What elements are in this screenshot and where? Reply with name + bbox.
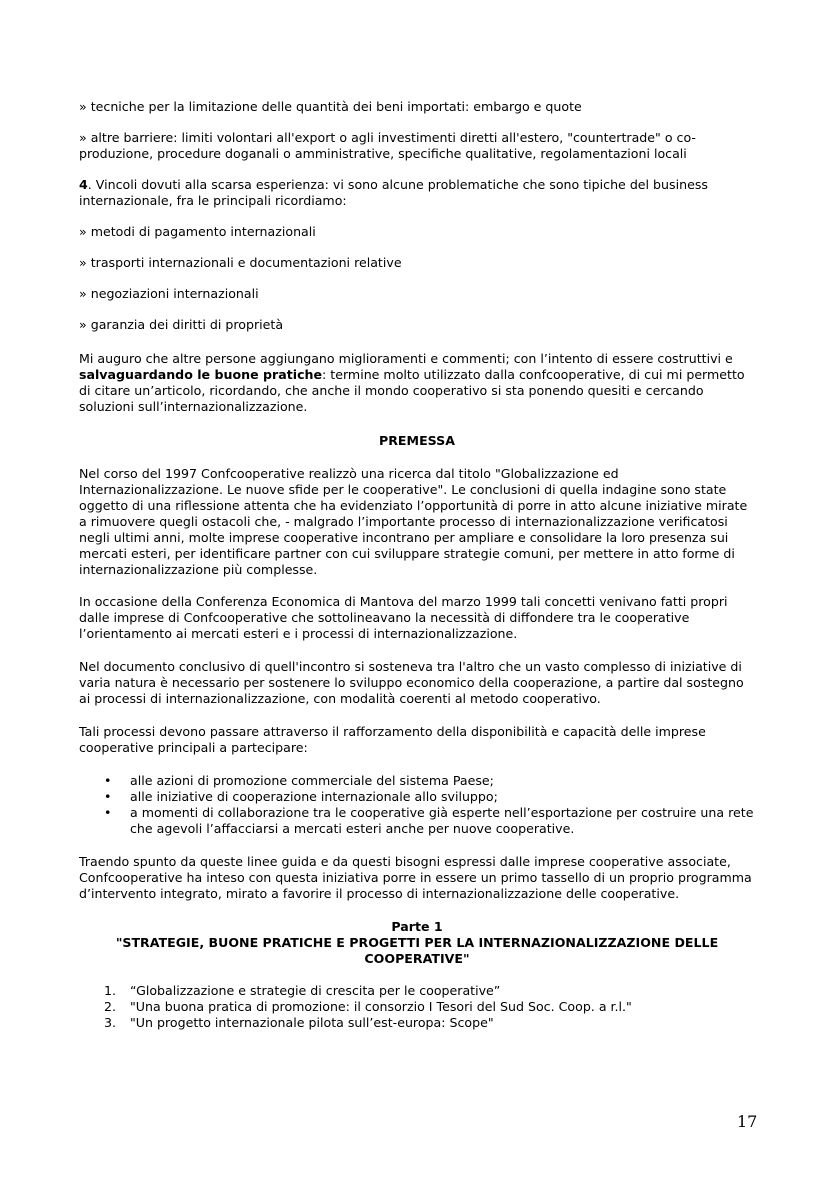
document-page [79, 99, 755, 1031]
list-item [79, 983, 755, 999]
part-label: Parte 1 [391, 919, 443, 934]
bullet-icon: • [104, 773, 112, 788]
part-title: "STRATEGIE, BUONE PRATICHE E PROGETTI PER LA INTERNAZIONALIZZAZIONE DELLE COOPERATIVE" [115, 935, 719, 966]
list-item [79, 805, 755, 837]
paragraph-processes: Tali processi devono passare attraverso il rafforzamento della disponibilità e capacità delle imprese cooperative principali a partecipare: [79, 724, 706, 755]
list-item [79, 773, 755, 789]
premessa-heading: PREMESSA [379, 433, 455, 448]
wish-text-bold: salvaguardando le buone pratiche [79, 367, 323, 382]
paragraph-other-barriers: » altre barriere: limiti volontari all'export o agli investimenti diretti all'estero, "countertrade" o co-produzione, procedure doganali o amministrative, specifiche qualitative, regolamentazioni locali [79, 130, 696, 161]
list-item [79, 999, 755, 1015]
list-item-text: alle azioni di promozione commerciale del sistema Paese; [130, 773, 494, 788]
list-item-text: a momenti di collaborazione tra le cooperative già esperte nell’esportazione per costruire una rete che agevoli l’affacciarsi a mercati esteri anche per nuove cooperative. [130, 805, 754, 836]
paragraph-guidelines: Traendo spunto da queste linee guida e da questi bisogni espressi dalle imprese cooperative associate, Confcooperative ha inteso con questa iniziativa porre in essere un primo tassello di un proprio programma d’intervento integrato, mirato a favorire il processo di internazionalizzazione delle cooperative. [79, 854, 752, 901]
item-negotiations: » negoziazioni internazionali [79, 286, 259, 301]
paragraph-experience-constraints [79, 177, 755, 209]
numbered-list [79, 983, 755, 1031]
list-item [79, 789, 755, 805]
paragraph-research-1997: Nel corso del 1997 Confcooperative realizzò una ricerca dal titolo "Globalizzazione ed Internazionalizzazione. Le nuove sfide per le cooperative". Le conclusioni di quella indagine sono state oggetto di una riflessione attenta che ha evidenziato l’opportunità di porre in atto alcune iniziative mirate a rimuovere quegli ostacoli che, - malgrado l’importante processo di internazionalizzazione verificatosi negli ultimi anni, molte imprese cooperative incontrano per ampliare e consolidare la loro presenza sui mercati esteri, per identificare partner con cui sviluppare strategie comuni, per mettere in atto forme di internazionalizzazione più complesse. [79, 466, 748, 577]
paragraph-author-wish [79, 351, 755, 415]
paragraph-final-document: Nel documento conclusivo di quell'incontro si sosteneva tra l'altro che un vasto complesso di iniziative di varia natura è necessario per sostenere lo sviluppo economico della cooperazione, a partire dal sostegno ai processi di internazionalizzazione, con modalità coerenti al metodo cooperativo. [79, 659, 744, 706]
list-number: 1. [104, 983, 117, 998]
list-number: 2. [104, 999, 117, 1014]
bullet-icon: • [104, 805, 112, 820]
wish-text-post: : termine molto utilizzato dalla confcooperative, di cui mi permetto di citare un’articolo, ricordando, che anche il mondo cooperativo si sta ponendo quesiti e cercando soluzioni sull’internazionalizzazione. [79, 367, 745, 414]
item-payment-methods: » metodi di pagamento internazionali [79, 224, 316, 239]
list-number: 3. [104, 1015, 117, 1030]
point-number: 4 [79, 177, 88, 192]
list-item-text: "Una buona pratica di promozione: il consorzio I Tesori del Sud Soc. Coop. a r.l." [130, 999, 632, 1014]
bullet-list [79, 773, 755, 837]
list-item [79, 1015, 755, 1031]
point-text: . Vincoli dovuti alla scarsa esperienza: vi sono alcune problematiche che sono tipiche del business internazionale, fra le principali ricordiamo: [79, 177, 708, 208]
list-item-text: alle iniziative di cooperazione internazionale allo sviluppo; [130, 789, 498, 804]
item-transport: » trasporti internazionali e documentazioni relative [79, 255, 402, 270]
page-number: 17 [737, 1112, 758, 1131]
paragraph-import-limits: » tecniche per la limitazione delle quantità dei beni importati: embargo e quote [79, 99, 582, 114]
wish-text-pre: Mi auguro che altre persone aggiungano miglioramenti e commenti; con l’intento di essere costruttivi e [79, 351, 733, 366]
bullet-icon: • [104, 789, 112, 804]
paragraph-mantova-conference: In occasione della Conferenza Economica di Mantova del marzo 1999 tali concetti venivano fatti propri dalle imprese di Confcooperative che sottolineavano la necessità di diffondere tra le cooperative l’orientamento ai mercati esteri e i processi di internazionalizzazione. [79, 594, 728, 641]
list-item-text: “Globalizzazione e strategie di crescita per le cooperative” [130, 983, 501, 998]
list-item-text: "Un progetto internazionale pilota sull’est-europa: Scope" [130, 1015, 494, 1030]
item-property-rights: » garanzia dei diritti di proprietà [79, 317, 284, 332]
